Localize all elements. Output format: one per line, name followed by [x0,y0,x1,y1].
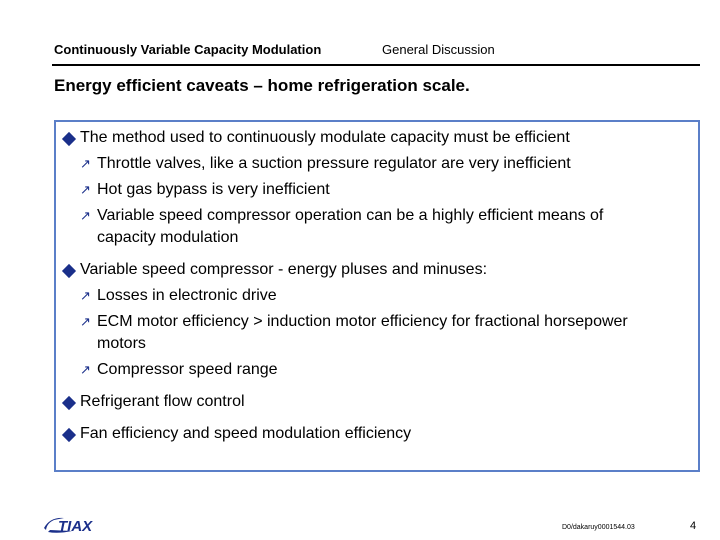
sub-bullet-item: Compressor speed range [97,361,278,378]
arrow-bullet-icon: ↗ [80,362,91,377]
tiax-logo [44,514,114,536]
slide-subtitle: Energy efficient caveats – home refrigeration scale. [54,76,470,95]
bullet-item: Variable speed compressor - energy pluses and minuses: [80,261,488,278]
header-title: Continuously Variable Capacity Modulation [54,42,322,57]
arrow-bullet-icon: ↗ [80,156,91,171]
arrow-bullet-icon: ↗ [80,288,91,303]
sub-bullet-item: Losses in electronic drive [97,287,277,304]
arrow-bullet-icon: ↗ [80,182,91,197]
arrow-bullet-icon: ↗ [80,208,91,223]
bullet-item: The method used to continuously modulate capacity must be efficient [80,129,570,146]
bullet-item: Fan efficiency and speed modulation efficiency [80,425,412,442]
sub-bullet-continuation: capacity modulation [97,229,239,246]
sub-bullet-item: Throttle valves, like a suction pressure regulator are very inefficient [97,155,571,172]
sub-bullet-item: Variable speed compressor operation can be a highly efficient means of [97,207,604,224]
bullet-item: Refrigerant flow control [80,393,245,410]
page-number: 4 [690,520,697,532]
sub-bullet-continuation: motors [97,335,146,352]
svg-text:TIAX: TIAX [58,518,93,535]
header-section: General Discussion [382,42,495,57]
arrow-bullet-icon: ↗ [80,314,91,329]
sub-bullet-item: Hot gas bypass is very inefficient [97,181,330,198]
document-code: D0/dakaruy0001544.03 [562,524,635,531]
header-divider [52,64,700,66]
sub-bullet-item: ECM motor efficiency > induction motor efficiency for fractional horsepower [97,313,628,330]
